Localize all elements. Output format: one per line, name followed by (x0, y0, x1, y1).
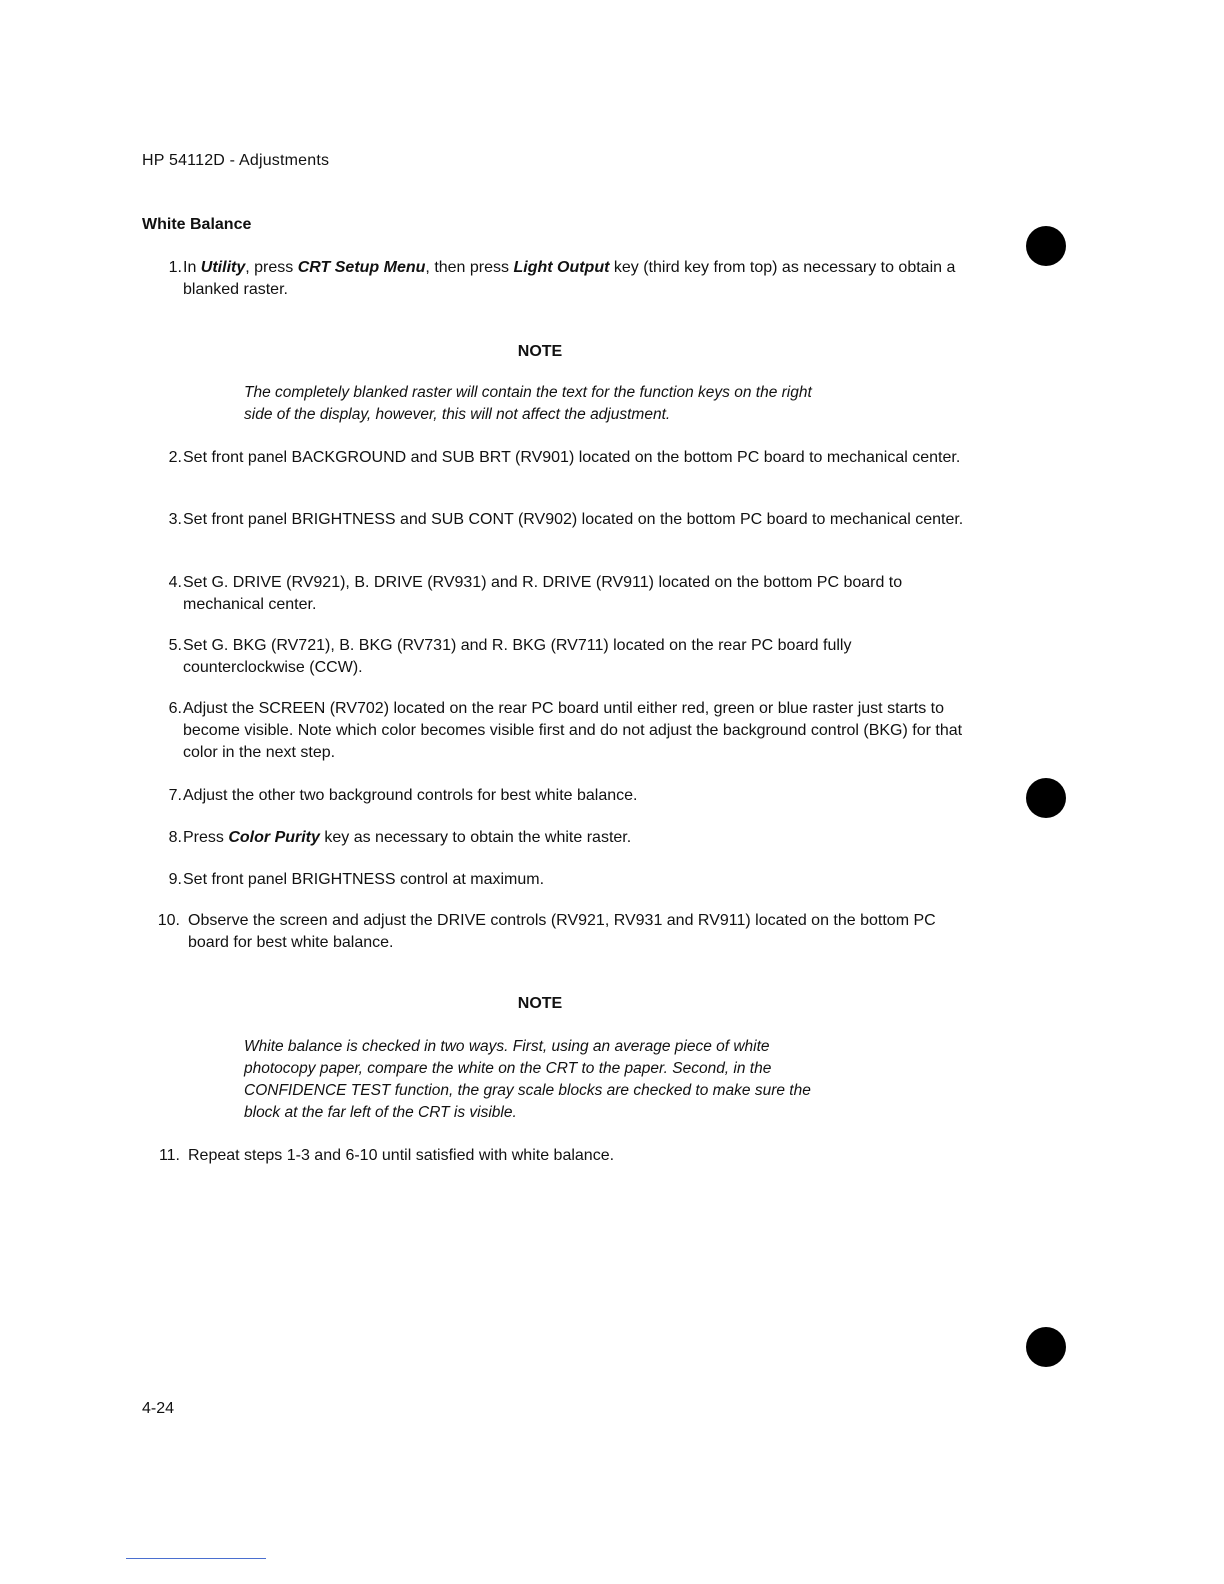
step-text: Adjust the SCREEN (RV702) located on the rear PC board until either red, green or blue raster just starts to become visible. Note which color becomes visible first and do not adjust the background control (BKG) for that color in the next step. (183, 700, 963, 761)
step-text: Adjust the other two background controls for best white balance. (183, 787, 638, 804)
step-number: 8. (168, 829, 182, 846)
step-number: 3. (168, 511, 182, 528)
step-text: Press Color Purity key as necessary to obtain the white raster. (183, 829, 632, 846)
note-text: The completely blanked raster will contain the text for the function keys on the right side of the display, however, this will not affect the adjustment. (244, 384, 812, 423)
footer-rule (126, 1558, 266, 1559)
running-header: HP 54112D - Adjustments (142, 152, 330, 169)
step-number: 4. (168, 574, 182, 591)
step-number: 6. (168, 700, 182, 717)
page-number: 4-24 (142, 1400, 175, 1417)
step-number: 5. (168, 637, 182, 654)
step-number: 1. (168, 259, 182, 276)
step-number: 2. (168, 449, 182, 466)
note-title: NOTE (517, 995, 563, 1012)
step-text: Set G. DRIVE (RV921), B. DRIVE (RV931) and R. DRIVE (RV911) located on the bottom PC board to mechanical center. (183, 574, 903, 613)
key-utility: Utility (200, 259, 246, 276)
key-crt-setup-menu: CRT Setup Menu (297, 259, 426, 276)
punch-hole (1026, 1327, 1066, 1367)
section-title: White Balance (142, 216, 252, 233)
step-text: In Utility, press CRT Setup Menu, then press Light Output key (third key from top) as necessary to obtain a blanked raster. (183, 259, 956, 298)
key-color-purity: Color Purity (228, 829, 320, 846)
step-text: Repeat steps 1-3 and 6-10 until satisfied with white balance. (188, 1147, 615, 1164)
step-number: 7. (168, 787, 182, 804)
step-number: 9. (168, 871, 182, 888)
punch-hole (1026, 778, 1066, 818)
step-text: Set front panel BRIGHTNESS control at maximum. (183, 871, 545, 888)
step-text: Set G. BKG (RV721), B. BKG (RV731) and R. BKG (RV711) located on the rear PC board fully counterclockwise (CCW). (183, 637, 852, 676)
step-text: Set front panel BACKGROUND and SUB BRT (RV901) located on the bottom PC board to mechanical center. (183, 449, 961, 466)
step-number: 11. (158, 1147, 180, 1164)
step-text: Set front panel BRIGHTNESS and SUB CONT (RV902) located on the bottom PC board to mechanical center. (183, 511, 964, 528)
note-title: NOTE (517, 343, 563, 360)
key-light-output: Light Output (513, 259, 610, 276)
note-text: White balance is checked in two ways. First, using an average piece of white photocopy paper, compare the white on the CRT to the paper. Second, in the CONFIDENCE TEST function, the gray scale blocks are checked to make sure the block at the far left of the CRT is visible. (244, 1038, 811, 1121)
step-text: Observe the screen and adjust the DRIVE controls (RV921, RV931 and RV911) located on the bottom PC board for best white balance. (188, 912, 936, 951)
step-number: 10. (157, 912, 180, 929)
punch-hole (1026, 226, 1066, 266)
